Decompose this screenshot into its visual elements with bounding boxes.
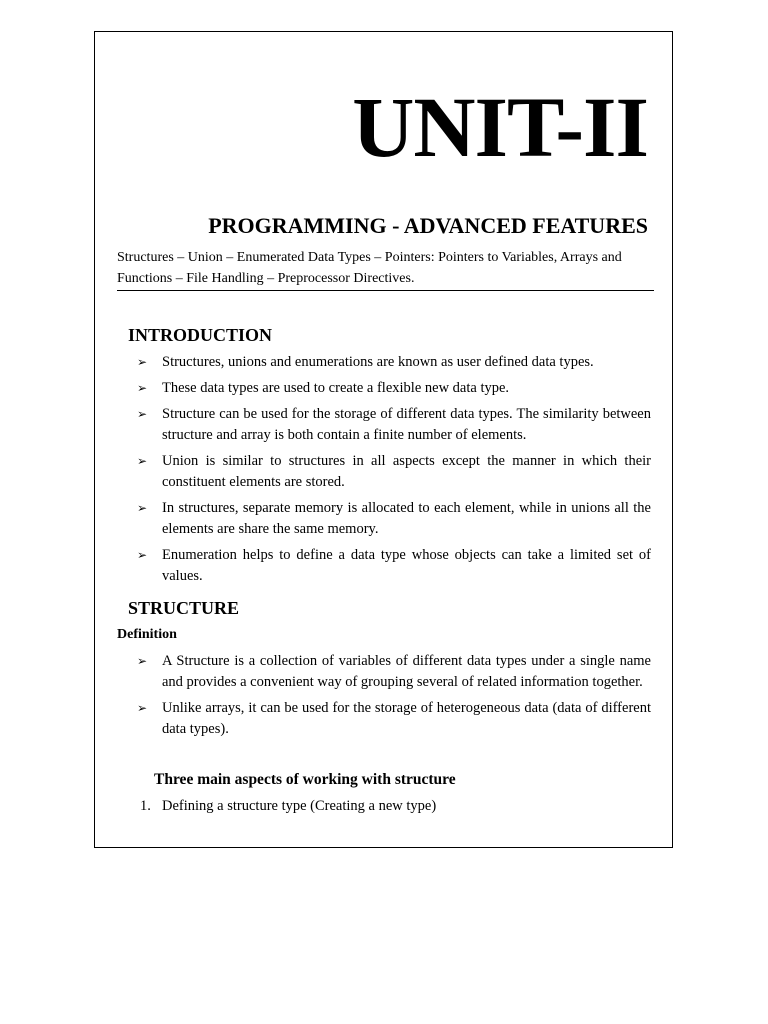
arrow-bullet-icon: ➢ xyxy=(137,407,148,421)
introduction-bullet-list xyxy=(137,352,651,592)
divider-rule xyxy=(117,290,654,291)
arrow-bullet-icon: ➢ xyxy=(137,701,148,715)
aspects-heading: Three main aspects of working with structure xyxy=(154,771,456,788)
list-item xyxy=(137,378,651,399)
list-item-text: Enumeration helps to define a data type whose objects can take a limited set of values. xyxy=(162,547,651,584)
arrow-bullet-icon: ➢ xyxy=(137,454,148,468)
arrow-bullet-icon: ➢ xyxy=(137,355,148,369)
structure-heading: STRUCTURE xyxy=(128,598,240,618)
structure-bullet-list xyxy=(137,651,651,745)
list-item xyxy=(137,651,651,693)
page-frame xyxy=(94,31,673,848)
arrow-bullet-icon: ➢ xyxy=(137,501,148,515)
unit-title: UNIT-II xyxy=(352,79,648,175)
list-item-text: Structure can be used for the storage of different data types. The similarity between structure and array is both contain a finite number of elements. xyxy=(162,406,651,443)
list-item-text: A Structure is a collection of variables of different data types under a single name and provides a convenient way of grouping several of related information together. xyxy=(162,653,651,690)
arrow-bullet-icon: ➢ xyxy=(137,654,148,668)
list-item-text: These data types are used to create a flexible new data type. xyxy=(162,380,510,396)
introduction-heading: INTRODUCTION xyxy=(128,325,273,345)
list-item-text: Union is similar to structures in all aspects except the manner in which their constituent elements are stored. xyxy=(162,453,651,490)
arrow-bullet-icon: ➢ xyxy=(137,548,148,562)
item-number: 1. xyxy=(140,798,151,814)
numbered-list-item xyxy=(140,798,436,815)
list-item-text: Structures, unions and enumerations are known as user defined data types. xyxy=(162,354,594,370)
list-item xyxy=(137,545,651,587)
definition-label: Definition xyxy=(117,627,177,642)
item-text: Defining a structure type (Creating a new type) xyxy=(162,798,437,814)
list-item-text: In structures, separate memory is allocated to each element, while in unions all the elements are share the same memory. xyxy=(162,500,651,537)
list-item xyxy=(137,698,651,740)
arrow-bullet-icon: ➢ xyxy=(137,381,148,395)
list-item xyxy=(137,498,651,540)
topics-summary: Structures – Union – Enumerated Data Types – Pointers: Pointers to Variables, Arrays and Functions – File Handling – Preprocessor Directives. xyxy=(117,250,622,286)
chapter-title: PROGRAMMING - ADVANCED FEATURES xyxy=(208,213,648,238)
list-item xyxy=(137,404,651,446)
list-item xyxy=(137,451,651,493)
list-item xyxy=(137,352,651,373)
list-item-text: Unlike arrays, it can be used for the storage of heterogeneous data (data of different data types). xyxy=(162,700,651,737)
